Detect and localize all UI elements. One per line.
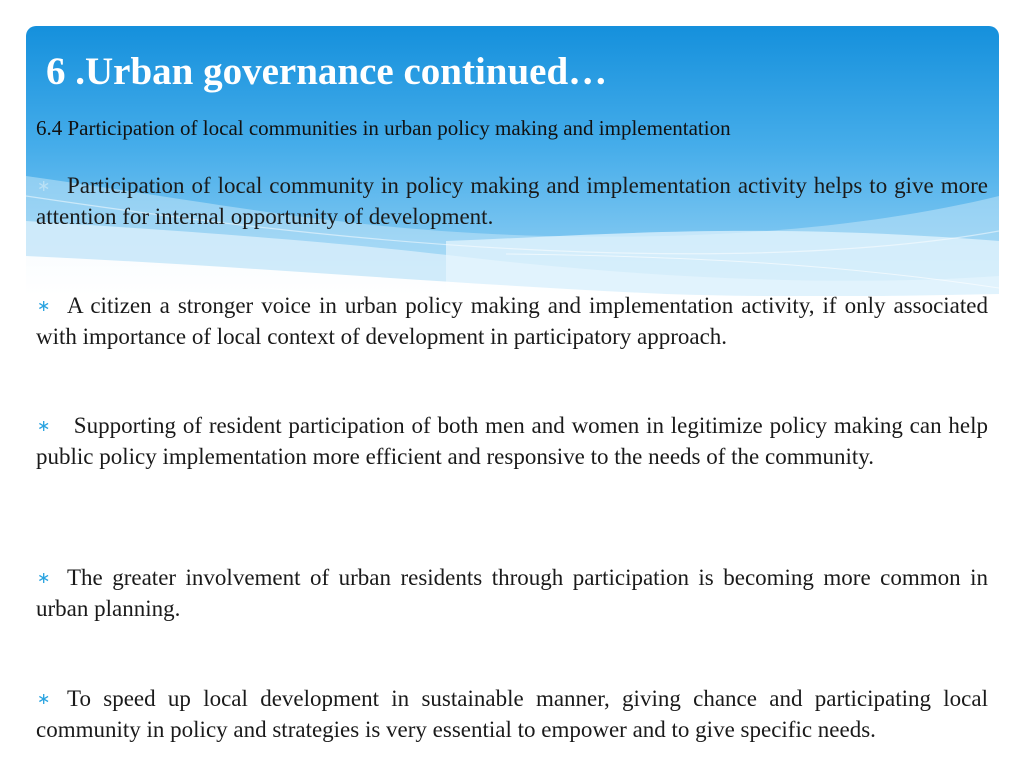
asterisk-bullet-icon: ∗ bbox=[37, 416, 51, 435]
list-item bbox=[36, 562, 988, 624]
list-item bbox=[36, 683, 988, 745]
bullet-text: Supporting of resident participation of both men and women in legitimize policy making can help public policy implementation more efficient and responsive to the needs of the community. bbox=[36, 413, 988, 469]
list-item bbox=[36, 410, 988, 472]
slide-title: 6 .Urban governance continued… bbox=[46, 50, 608, 93]
bullet-text: Participation of local community in policy making and implementation activity helps to give more attention for internal opportunity of development. bbox=[36, 173, 988, 229]
bullet-text: To speed up local development in sustainable manner, giving chance and participating local community in policy and strategies is very essential to empower and to give specific needs. bbox=[36, 686, 988, 742]
bullet-text: A citizen a stronger voice in urban policy making and implementation activity, if only associated with importance of local context of development in participatory approach. bbox=[36, 293, 988, 349]
asterisk-bullet-icon: ∗ bbox=[37, 296, 51, 315]
asterisk-bullet-icon: ∗ bbox=[37, 689, 51, 708]
slide-subtitle: 6.4 Participation of local communities in urban policy making and implementation bbox=[36, 116, 731, 140]
asterisk-bullet-icon: ∗ bbox=[37, 176, 51, 195]
asterisk-bullet-icon: ∗ bbox=[37, 568, 51, 587]
list-item bbox=[36, 290, 988, 352]
bullet-text: The greater involvement of urban residents through participation is becoming more common in urban planning. bbox=[36, 565, 988, 621]
list-item bbox=[36, 170, 988, 232]
